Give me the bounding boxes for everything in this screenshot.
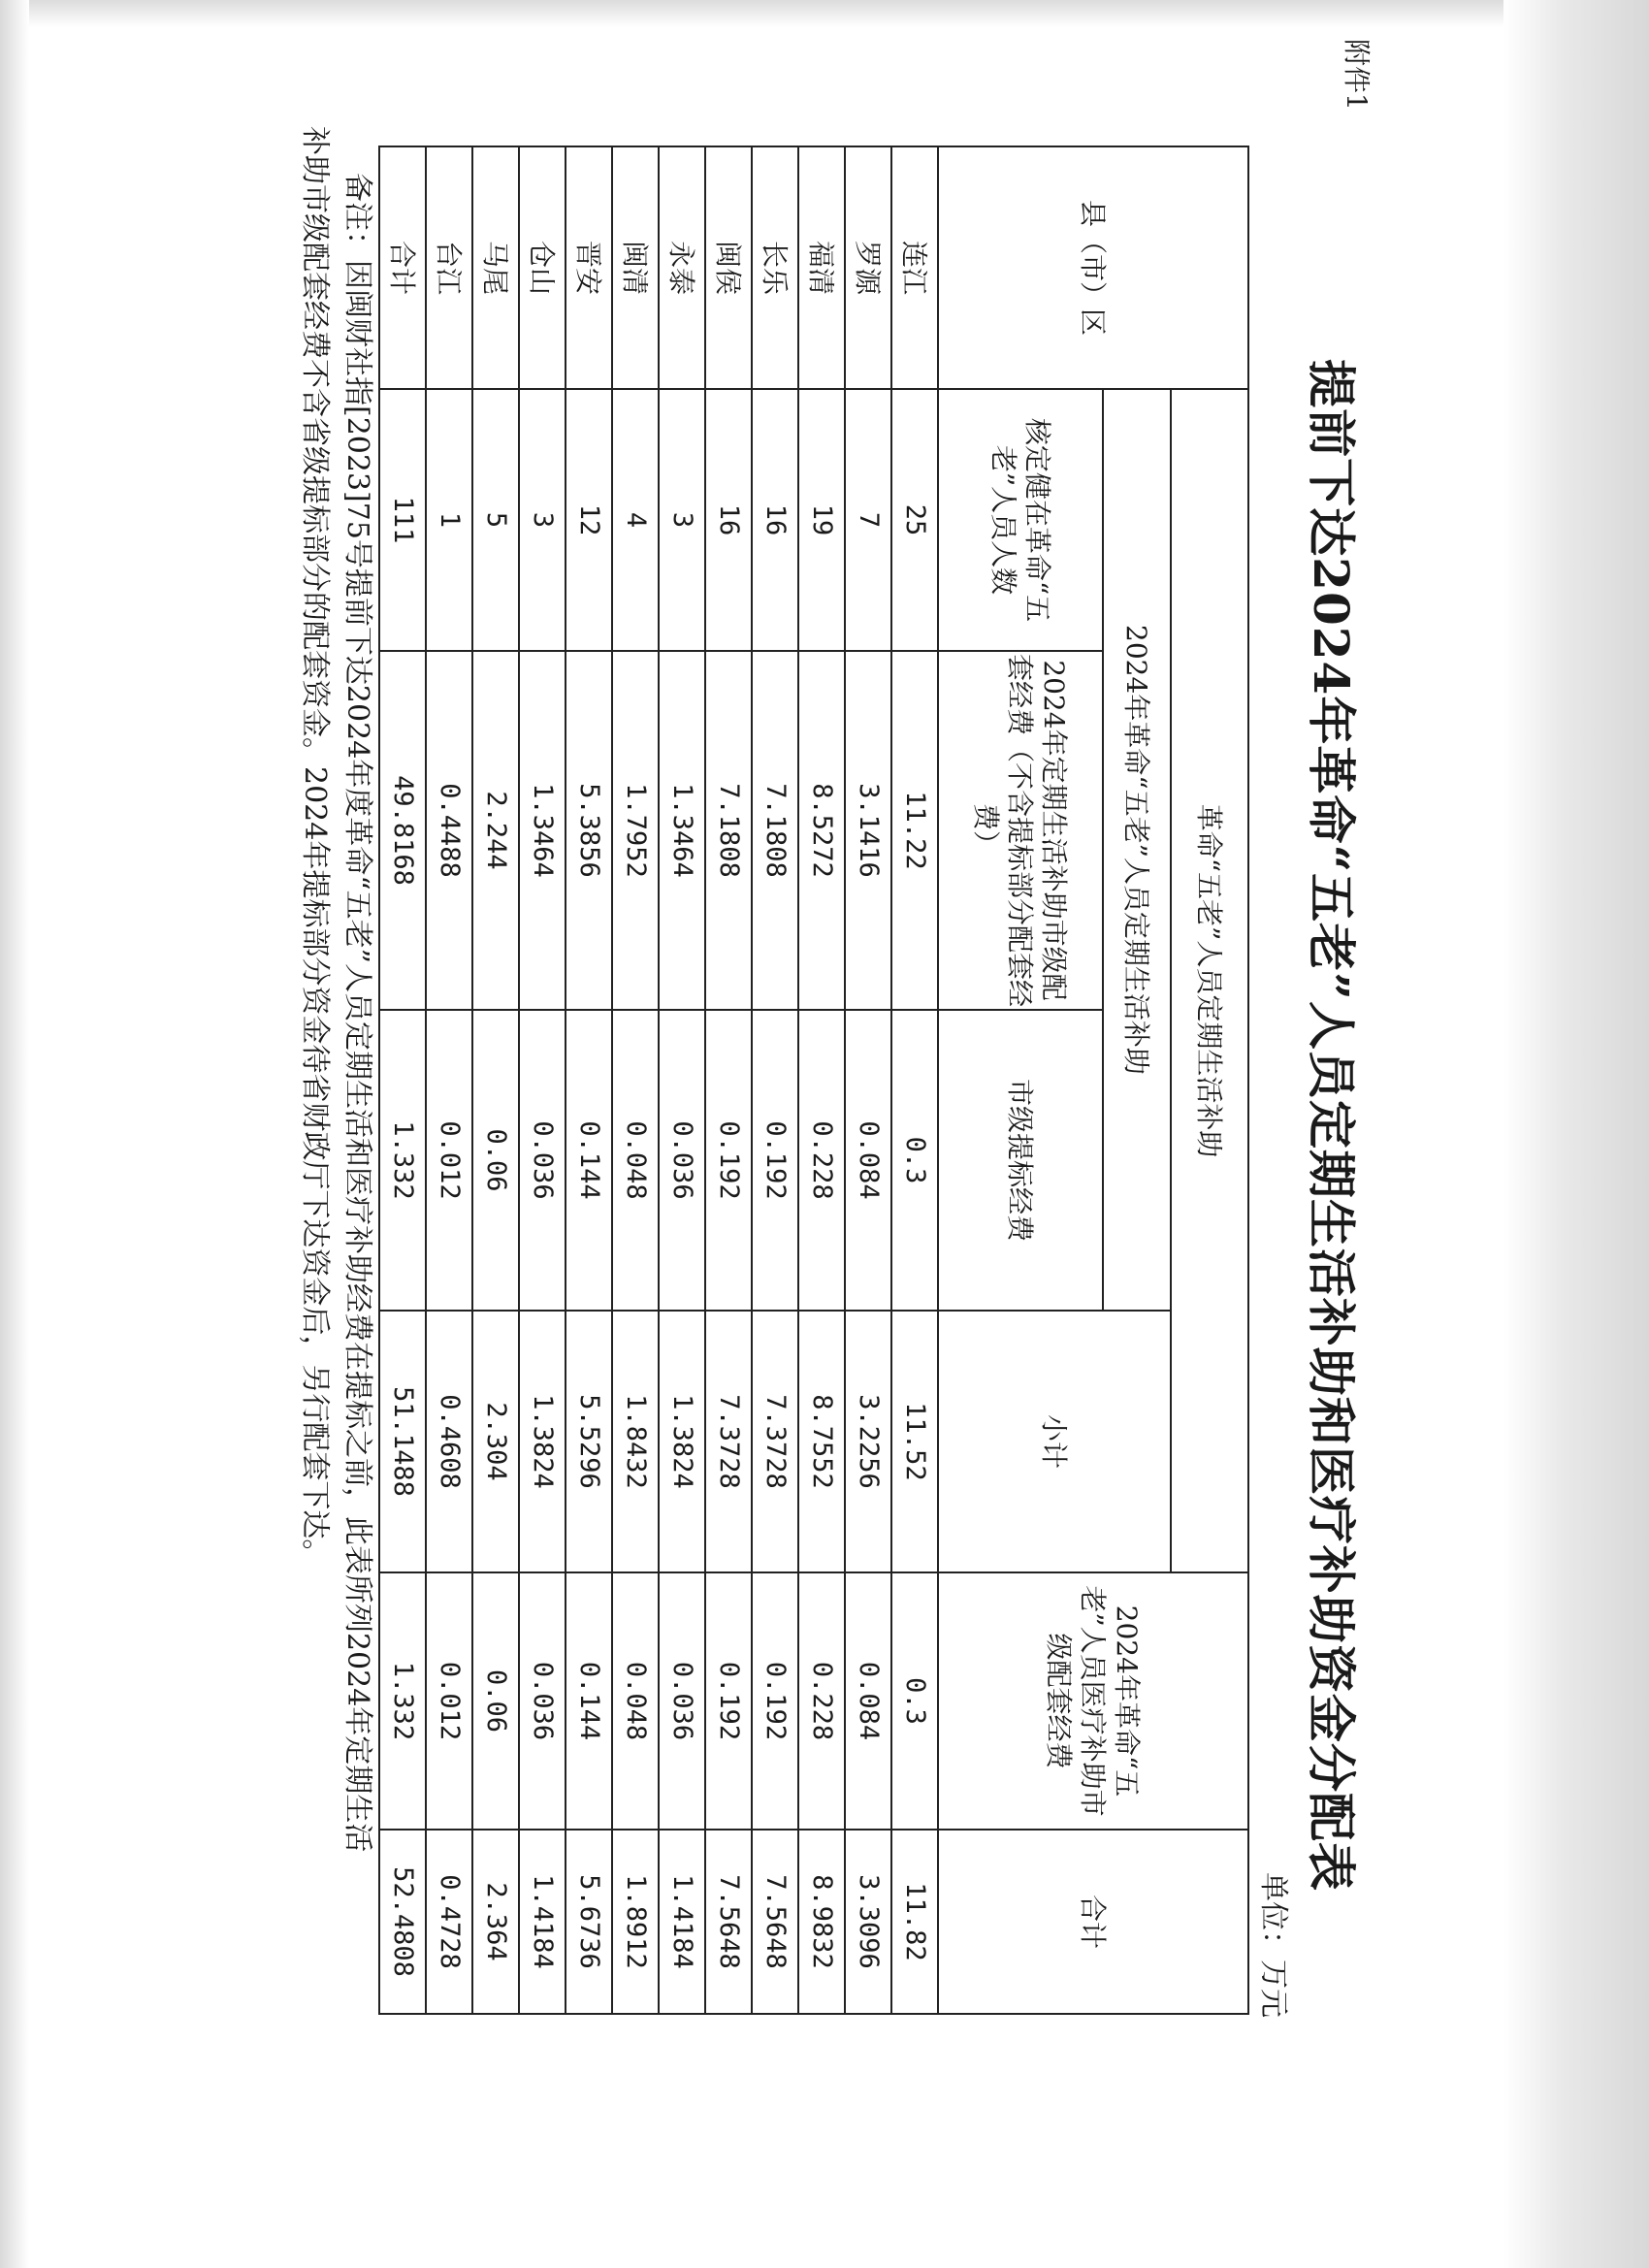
cell-total: 5.6736 xyxy=(566,1830,612,2014)
header-2024-subgroup: 2024年革命“五老”人员定期生活补助 xyxy=(1103,389,1171,1311)
cell-city-matching: 1.7952 xyxy=(612,651,659,1010)
table-row xyxy=(705,146,752,2014)
cell-city-matching: 3.1416 xyxy=(845,651,891,1010)
cell-county: 马尾 xyxy=(472,146,519,389)
cell-county: 仓山 xyxy=(519,146,566,389)
table-body xyxy=(379,146,938,2014)
rotated-document-sheet xyxy=(242,39,1387,2105)
cell-city-raise: 0.084 xyxy=(845,1010,891,1311)
cell-city-matching: 5.3856 xyxy=(566,651,612,1010)
cell-total: 0.4728 xyxy=(426,1830,472,2014)
cell-medical: 0.3 xyxy=(891,1572,938,1830)
cell-persons: 16 xyxy=(752,389,798,651)
cell-county: 连江 xyxy=(891,146,938,389)
scan-edge-right xyxy=(1504,0,1649,2268)
cell-total: 1.4184 xyxy=(519,1830,566,2014)
cell-subtotal: 1.8432 xyxy=(612,1311,659,1572)
table-row xyxy=(891,146,938,2014)
cell-medical: 0.012 xyxy=(426,1572,472,1830)
cell-persons: 12 xyxy=(566,389,612,651)
cell-medical: 0.06 xyxy=(472,1572,519,1830)
cell-county: 晋安 xyxy=(566,146,612,389)
cell-persons: 3 xyxy=(519,389,566,651)
cell-total: 11.82 xyxy=(891,1830,938,2014)
table-row xyxy=(379,146,426,2014)
cell-city-matching: 0.4488 xyxy=(426,651,472,1010)
header-city-matching: 2024年定期生活补助市级配套经费（不含提标部分配套经费） xyxy=(938,651,1103,1010)
cell-total: 1.4184 xyxy=(659,1830,705,2014)
table-row xyxy=(752,146,798,2014)
header-subtotal: 小计 xyxy=(938,1311,1171,1572)
cell-medical: 0.192 xyxy=(752,1572,798,1830)
cell-total: 1.8912 xyxy=(612,1830,659,2014)
cell-city-matching: 7.1808 xyxy=(752,651,798,1010)
cell-subtotal: 7.3728 xyxy=(752,1311,798,1572)
unit-label: 单位：万元 xyxy=(1256,1872,1290,2018)
header-city-raise: 市级提标经费 xyxy=(938,1010,1103,1311)
cell-city-raise: 0.012 xyxy=(426,1010,472,1311)
cell-subtotal: 2.304 xyxy=(472,1311,519,1572)
header-persons: 核定健在革命“五老”人员人数 xyxy=(938,389,1103,651)
cell-county: 闽清 xyxy=(612,146,659,389)
cell-total: 7.5648 xyxy=(705,1830,752,2014)
scan-edge-top xyxy=(0,0,1649,27)
cell-persons: 1 xyxy=(426,389,472,651)
cell-medical: 0.192 xyxy=(705,1572,752,1830)
cell-city-matching: 1.3464 xyxy=(519,651,566,1010)
cell-medical: 0.084 xyxy=(845,1572,891,1830)
cell-city-raise: 0.192 xyxy=(752,1010,798,1311)
cell-subtotal: 51.1488 xyxy=(379,1311,426,1572)
note-line-2: 补助市级配套经费不含省级提标部分的配套资金。2024年提标部分资金待省财政厅下达资金后，另行配套下达。 xyxy=(298,126,332,1569)
cell-subtotal: 8.7552 xyxy=(798,1311,845,1572)
allocation-table xyxy=(378,146,1249,2015)
scan-edge-left xyxy=(0,0,29,2268)
cell-county: 长乐 xyxy=(752,146,798,389)
cell-subtotal: 11.52 xyxy=(891,1311,938,1572)
cell-city-raise: 0.048 xyxy=(612,1010,659,1311)
notes xyxy=(293,126,378,2066)
header-living-subsidy-group: 革命“五老”人员定期生活补助 xyxy=(1171,389,1248,1572)
table-row xyxy=(472,146,519,2014)
cell-city-matching: 8.5272 xyxy=(798,651,845,1010)
header-medical: 2024年革命“五老”人员医疗补助市级配套经费 xyxy=(938,1572,1248,1830)
cell-county: 罗源 xyxy=(845,146,891,389)
cell-medical: 0.036 xyxy=(519,1572,566,1830)
cell-county: 福清 xyxy=(798,146,845,389)
cell-city-raise: 0.036 xyxy=(519,1010,566,1311)
cell-medical: 0.036 xyxy=(659,1572,705,1830)
cell-subtotal: 3.2256 xyxy=(845,1311,891,1572)
table-row xyxy=(659,146,705,2014)
cell-persons: 25 xyxy=(891,389,938,651)
table-row xyxy=(612,146,659,2014)
cell-city-matching: 2.244 xyxy=(472,651,519,1010)
cell-medical: 1.332 xyxy=(379,1572,426,1830)
cell-city-raise: 0.06 xyxy=(472,1010,519,1311)
cell-total: 8.9832 xyxy=(798,1830,845,2014)
cell-total: 3.3096 xyxy=(845,1830,891,2014)
cell-persons: 16 xyxy=(705,389,752,651)
cell-medical: 0.048 xyxy=(612,1572,659,1830)
cell-medical: 0.144 xyxy=(566,1572,612,1830)
attachment-label: 附件1 xyxy=(1341,39,1373,111)
cell-subtotal: 1.3824 xyxy=(519,1311,566,1572)
cell-city-raise: 0.144 xyxy=(566,1010,612,1311)
cell-city-raise: 0.228 xyxy=(798,1010,845,1311)
header-total: 合计 xyxy=(938,1830,1248,2014)
cell-city-raise: 0.036 xyxy=(659,1010,705,1311)
cell-subtotal: 0.4608 xyxy=(426,1311,472,1572)
cell-county: 合计 xyxy=(379,146,426,389)
cell-persons: 4 xyxy=(612,389,659,651)
table-row xyxy=(426,146,472,2014)
cell-county: 台江 xyxy=(426,146,472,389)
cell-county: 闽侯 xyxy=(705,146,752,389)
cell-city-matching: 1.3464 xyxy=(659,651,705,1010)
cell-city-matching: 11.22 xyxy=(891,651,938,1010)
cell-persons: 7 xyxy=(845,389,891,651)
cell-subtotal: 7.3728 xyxy=(705,1311,752,1572)
cell-total: 7.5648 xyxy=(752,1830,798,2014)
cell-persons: 111 xyxy=(379,389,426,651)
note-line-1: 备注：因闽财社指[2023]75号提前下达2024年度革命“五老”人员定期生活和医疗补助经费在提标之前，此表所列2024年定期生活 xyxy=(340,173,374,1853)
cell-persons: 19 xyxy=(798,389,845,651)
cell-persons: 3 xyxy=(659,389,705,651)
header-county: 县（市）区 xyxy=(938,146,1248,389)
cell-city-raise: 0.192 xyxy=(705,1010,752,1311)
cell-city-matching: 7.1808 xyxy=(705,651,752,1010)
document-title: 提前下达2024年革命“五老”人员定期生活补助和医疗补助资金分配表 xyxy=(1303,359,1360,1892)
cell-subtotal: 1.3824 xyxy=(659,1311,705,1572)
table-row xyxy=(566,146,612,2014)
table-row xyxy=(519,146,566,2014)
cell-total: 2.364 xyxy=(472,1830,519,2014)
cell-subtotal: 5.5296 xyxy=(566,1311,612,1572)
cell-city-matching: 49.8168 xyxy=(379,651,426,1010)
cell-medical: 0.228 xyxy=(798,1572,845,1830)
cell-persons: 5 xyxy=(472,389,519,651)
table-row xyxy=(845,146,891,2014)
cell-county: 永泰 xyxy=(659,146,705,389)
table-row xyxy=(798,146,845,2014)
cell-total: 52.4808 xyxy=(379,1830,426,2014)
cell-city-raise: 1.332 xyxy=(379,1010,426,1311)
cell-city-raise: 0.3 xyxy=(891,1010,938,1311)
